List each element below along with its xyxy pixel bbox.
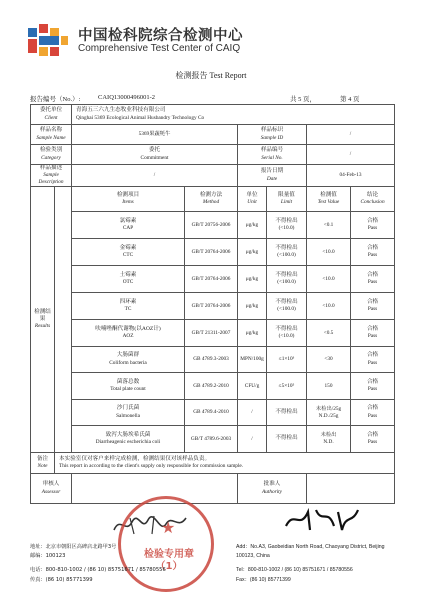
note-text-cn: 本实验室仅对客户来样完成检测，检测结果仅对该样品负责。 xyxy=(59,455,211,462)
test-value: <30 xyxy=(307,347,351,373)
category-en: Commitment xyxy=(140,154,169,161)
item-cn: 菌落总数 xyxy=(116,378,140,385)
postcode-cn: 邮编：100123 xyxy=(30,553,66,559)
conclusion-cn: 合格 xyxy=(366,325,379,332)
unit: / xyxy=(238,400,267,426)
limit-en: (<10.0) xyxy=(278,333,295,340)
test-value: 未检出/25g N.D./25g xyxy=(307,400,351,426)
report-no: CAIQ13000496001-2 xyxy=(98,94,156,101)
unit: CFU/g xyxy=(238,373,267,400)
test-value: <10.0 xyxy=(307,266,351,293)
category-label-cn: 检验类别 xyxy=(39,147,63,154)
test-value: <0.1 xyxy=(307,212,351,239)
results-label-en: Results xyxy=(34,323,51,330)
total-pages: 共 5 页， xyxy=(290,96,316,103)
client-name-cn: 青海五三六九生态牧业科技有限公司 xyxy=(76,107,166,114)
serial-label-en: Serial No. xyxy=(261,154,283,161)
item-cn: 四环素 xyxy=(119,298,137,305)
limit-cn: 不得检出 xyxy=(275,271,298,278)
result-row xyxy=(31,400,395,426)
test-value: <10.0 xyxy=(307,239,351,266)
unit: μg/kg xyxy=(238,293,267,320)
method: GB/T 4789.6-2003 xyxy=(185,426,238,453)
approver-signature xyxy=(282,504,362,534)
result-row xyxy=(31,320,395,347)
stamp-text: 检验专用章 （1） xyxy=(144,549,194,572)
col-item-en: Items xyxy=(122,199,134,206)
page-number: 第 4 页 xyxy=(340,96,360,103)
results-header-row xyxy=(31,187,395,212)
unit: μg/kg xyxy=(238,212,267,239)
conclusion-en: Pass xyxy=(367,225,378,232)
sample-id-label-en: Sample ID xyxy=(260,134,284,141)
approver-label-en: Authority xyxy=(262,488,283,495)
description-label-cn: 样品描述 xyxy=(39,165,63,171)
test-value: <0.5 xyxy=(307,320,351,347)
conclusion-en: Pass xyxy=(367,439,378,446)
results-spacer xyxy=(55,187,72,453)
conclusion-en: Pass xyxy=(367,386,378,393)
method: GB/T 20764-2006 xyxy=(185,266,238,293)
col-value-cn: 检测值 xyxy=(320,191,337,198)
test-value: 150 xyxy=(307,373,351,400)
note-text-en: This report in according to the client's supply only responsible for commission sample. xyxy=(59,463,244,470)
category-cn: 委托 xyxy=(148,147,161,154)
col-limit-cn: 限量值 xyxy=(278,191,295,198)
col-method-en: Method xyxy=(202,199,220,206)
results-label-cn: 检测结果 xyxy=(34,308,51,323)
col-item-cn: 检测项目 xyxy=(116,191,140,198)
conclusion-cn: 合格 xyxy=(366,298,379,305)
stamp-star-icon: ★ xyxy=(161,520,176,537)
conclusion-cn: 合格 xyxy=(366,352,379,359)
report-title: 检测报告 Test Report xyxy=(175,71,247,80)
conclusion-cn: 合格 xyxy=(366,405,379,412)
notes-row xyxy=(31,453,395,474)
conclusion-en: Pass xyxy=(367,412,378,419)
result-row xyxy=(31,347,395,373)
description-row xyxy=(31,165,395,187)
address-en: Add：No.A3, Gaobeidian North Road, Chaoyang District, Beijing xyxy=(236,544,385,550)
signature-row xyxy=(31,474,395,504)
tel-cn: 电话：800-810-1002 / (86 10) 85751671 / 85780556 xyxy=(30,567,166,573)
description-label-en: Sample Description xyxy=(38,172,64,186)
col-conclusion-cn: 结论 xyxy=(366,191,379,198)
approver-signature-cell xyxy=(307,474,395,504)
report-table xyxy=(30,104,395,504)
reviewer-label-en: Assessor xyxy=(41,488,61,495)
method: GB/T 20764-2006 xyxy=(185,239,238,266)
sample-name-label-cn: 样品名称 xyxy=(39,127,63,134)
method: GB 4789.2-2010 xyxy=(185,373,238,400)
conclusion-cn: 合格 xyxy=(366,378,379,385)
result-row xyxy=(31,239,395,266)
col-limit-en: Limit xyxy=(280,199,293,206)
limit-cn: 不得检出 xyxy=(275,298,298,305)
method: GB 4789.3-2003 xyxy=(185,347,238,373)
col-value-en: Test Value xyxy=(317,199,340,206)
client-row xyxy=(31,105,395,125)
test-value: 未检出 N.D. xyxy=(307,426,351,453)
limit-en: (<10.0) xyxy=(278,225,295,232)
category-label-en: Category xyxy=(41,154,61,161)
limit-en: (<100.0) xyxy=(277,306,296,313)
sample-id-label-cn: 样品标识 xyxy=(260,127,284,134)
conclusion-en: Pass xyxy=(367,252,378,259)
conclusion-cn: 合格 xyxy=(366,431,379,438)
date-label-cn: 报告日期 xyxy=(260,168,284,175)
note-label-cn: 备注 xyxy=(36,455,49,462)
limit-cn: ≤5×10⁵ xyxy=(278,382,295,389)
item-en: Salmonella xyxy=(116,412,140,419)
method: GB/T 20756-2006 xyxy=(185,212,238,239)
conclusion-cn: 合格 xyxy=(366,244,379,251)
method: GB/T 20764-2006 xyxy=(185,293,238,320)
unit: MPN/100g xyxy=(238,347,267,373)
conclusion-en: Pass xyxy=(367,333,378,340)
tel-en: Tel：800-810-1002 / (86 10) 85751671 / 85780556 xyxy=(236,567,353,573)
item-en: Diarrheagenic escherichia coli xyxy=(95,439,161,446)
serial-no: / xyxy=(307,145,395,165)
address-cn: 地址：北京市朝阳区高碑店北路甲3号 xyxy=(30,544,117,550)
limit-cn: 不得检出 xyxy=(275,435,298,442)
fax-en: Fax：(86 10) 85771399 xyxy=(236,577,291,583)
sample-description: / xyxy=(72,165,238,187)
result-row xyxy=(31,426,395,453)
fax-cn: 传真：(86 10) 85771399 xyxy=(30,577,93,583)
result-row xyxy=(31,293,395,320)
col-unit-cn: 单位 xyxy=(246,191,258,198)
item-cn: 致泻大肠埃希氏菌 xyxy=(105,431,151,438)
approver-label-cn: 批准人 xyxy=(263,481,281,488)
conclusion-en: Pass xyxy=(367,279,378,286)
col-conclusion-en: Conclusion xyxy=(360,199,385,206)
unit: / xyxy=(238,426,267,453)
item-cn: 呋喃唑酮代谢物(以AOZ计) xyxy=(95,325,161,332)
item-en: CTC xyxy=(122,252,134,259)
client-label-en: Client xyxy=(44,114,58,121)
limit-en: (<100.0) xyxy=(277,252,296,259)
limit-cn: 不得检出 xyxy=(275,408,298,415)
test-value: <10.0 xyxy=(307,293,351,320)
client-label-cn: 委托单位 xyxy=(39,107,63,114)
item-en: Coliform bacteria xyxy=(109,359,147,366)
item-cn: 土霉素 xyxy=(119,271,137,278)
item-cn: 沙门氏菌 xyxy=(116,405,140,412)
postcode-en: 100123, China xyxy=(236,553,270,559)
limit-cn: ≤1×10³ xyxy=(278,356,295,363)
report-no-label: 报告编号（No.）: xyxy=(30,96,81,103)
sample-name: 5369果蔬牦牛 xyxy=(72,125,238,145)
note-label-en: Note xyxy=(37,463,48,470)
col-unit-en: Unit xyxy=(247,199,257,206)
result-row xyxy=(31,212,395,239)
category-row xyxy=(31,145,395,165)
result-row xyxy=(31,266,395,293)
col-method-cn: 检测方法 xyxy=(199,191,223,198)
unit: μg/kg xyxy=(238,320,267,347)
result-row xyxy=(31,373,395,400)
inspection-stamp xyxy=(118,496,214,592)
item-cn: 氯霉素 xyxy=(119,217,137,224)
conclusion-en: Pass xyxy=(367,306,378,313)
conclusion-cn: 合格 xyxy=(366,217,379,224)
client-name-en: Qinghai 5369 Ecological Animal Husbandry Technology Co xyxy=(76,114,205,121)
item-cn: 金霉素 xyxy=(119,244,137,251)
item-en: CAP xyxy=(122,225,134,232)
report-date: 04-Feb-13 xyxy=(307,165,395,187)
method: GB/T 21311-2007 xyxy=(185,320,238,347)
reviewer-label-cn: 审核人 xyxy=(42,481,60,488)
unit: μg/kg xyxy=(238,239,267,266)
unit: μg/kg xyxy=(238,266,267,293)
limit-cn: 不得检出 xyxy=(275,325,298,332)
method: GB 4789.4-2010 xyxy=(185,400,238,426)
limit-cn: 不得检出 xyxy=(275,244,298,251)
limit-cn: 不得检出 xyxy=(275,217,298,224)
item-en: TC xyxy=(124,306,132,313)
org-name-cn: 中国检科院综合检测中心 xyxy=(78,28,243,44)
item-en: Total plate count xyxy=(110,386,146,393)
conclusion-en: Pass xyxy=(367,359,378,366)
conclusion-cn: 合格 xyxy=(366,271,379,278)
item-cn: 大肠菌群 xyxy=(116,352,140,359)
sample-id: / xyxy=(307,125,395,145)
caiq-logo xyxy=(26,22,70,60)
limit-en: (<100.0) xyxy=(277,279,296,286)
org-name-en: Comprehensive Test Center of CAIQ xyxy=(78,43,241,54)
serial-label-cn: 样品编号 xyxy=(260,147,284,154)
item-en: OTC xyxy=(122,279,134,286)
item-en: AOZ xyxy=(122,333,134,340)
sample-name-row xyxy=(31,125,395,145)
sample-name-label-en: Sample Name xyxy=(36,134,66,141)
date-label-en: Date xyxy=(266,175,278,182)
